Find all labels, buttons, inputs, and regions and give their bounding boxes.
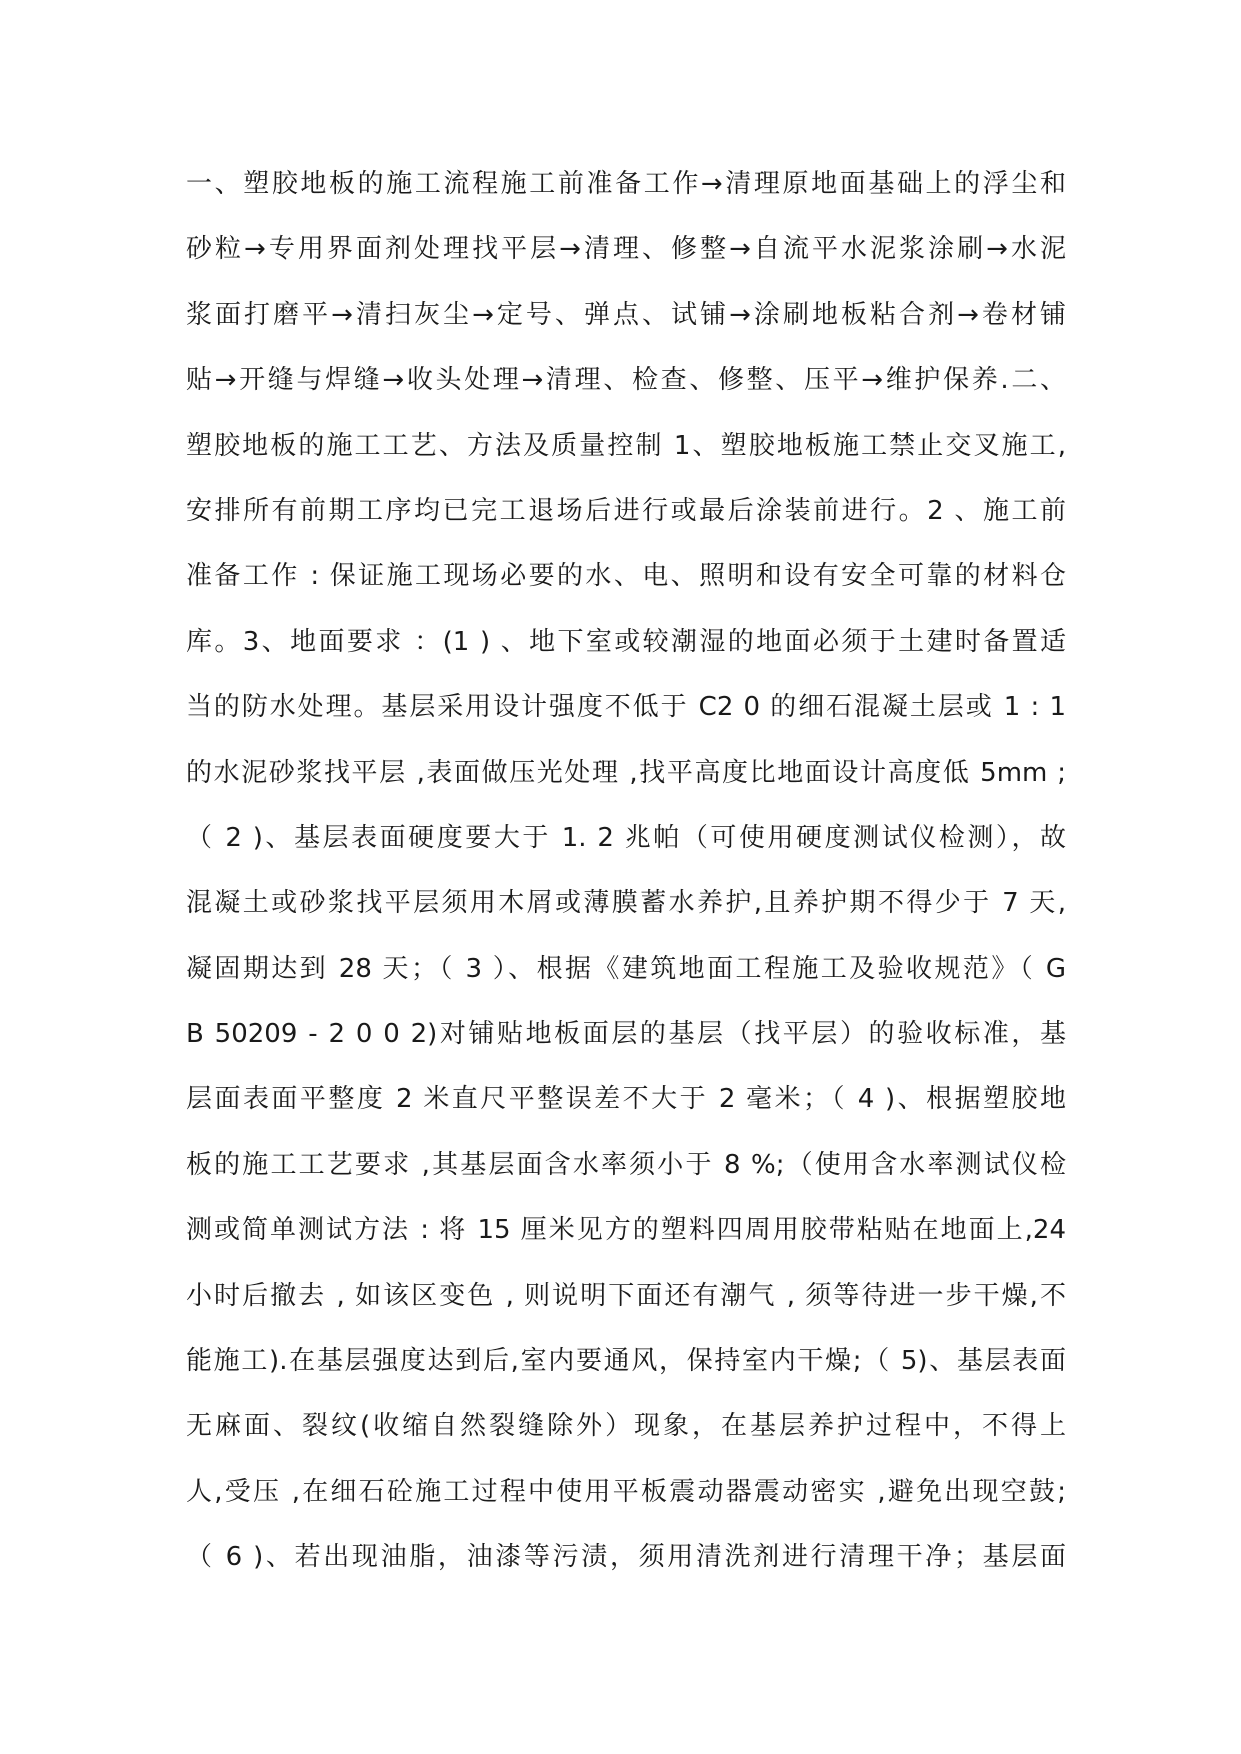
text-line: （ 2 )、基层表面硬度要大于 1. 2 兆帕（可使用硬度测试仪检测），故	[186, 822, 1066, 853]
text-line: 准备工作 : 保证施工现场必要的水、电、照明和设有安全可靠的材料仓	[186, 561, 1066, 592]
text-line: 一、塑胶地板的施工流程施工前准备工作→清理原地面基础上的浮尘和	[186, 169, 1066, 199]
text-line: （ 6 )、若出现油脂，油漆等污渍，须用清洗剂进行清理干净；基层面	[186, 1542, 1066, 1573]
text-line: 无麻面、裂纹(收缩自然裂缝除外）现象，在基层养护过程中，不得上	[186, 1411, 1066, 1442]
text-line: 库。3、地面要求 ：(1 ) 、地下室或较潮湿的地面必须于土建时备置适	[186, 626, 1066, 657]
text-line: 板的施工工艺要求 ,其基层面含水率须小于 8 %;（使用含水率测试仪检	[186, 1149, 1066, 1180]
text-line: 人,受压 ,在细石砼施工过程中使用平板震动器震动密实 ,避免出现空鼓;	[186, 1476, 1066, 1507]
text-line: 当的防水处理。基层采用设计强度不低于 C2 0 的细石混凝土层或 1 : 1	[186, 692, 1066, 723]
text-line: 层面表面平整度 2 米直尺平整误差不大于 2 毫米；（ 4 )、根据塑胶地	[186, 1084, 1066, 1115]
text-line: 塑胶地板的施工工艺、方法及质量控制 1、塑胶地板施工禁止交叉施工,	[186, 430, 1066, 461]
text-line: 测或简单测试方法 : 将 15 厘米见方的塑料四周用胶带粘贴在地面上,24	[186, 1215, 1066, 1246]
text-line: B 50209 - 2 0 0 2)对铺贴地板面层的基层（找平层）的验收标准，基	[186, 1019, 1066, 1050]
text-line: 小时后撤去 , 如该区变色 , 则说明下面还有潮气 , 须等待进一步干燥,不	[186, 1280, 1066, 1311]
text-line: 混凝土或砂浆找平层须用木屑或薄膜蓄水养护,且养护期不得少于 7 天,	[186, 888, 1066, 919]
document-body	[186, 164, 1066, 1603]
text-line: 贴→开缝与焊缝→收头处理→清理、检查、修整、压平→维护保养.二、	[186, 365, 1066, 396]
text-line: 的水泥砂浆找平层 ,表面做压光处理 ,找平高度比地面设计高度低 5mm ;	[186, 757, 1066, 788]
text-line: 砂粒→专用界面剂处理找平层→清理、修整→自流平水泥浆涂刷→水泥	[186, 234, 1066, 265]
text-line: 能施工).在基层强度达到后,室内要通风，保持室内干燥;（ 5)、基层表面	[186, 1346, 1066, 1377]
text-line: 浆面打磨平→清扫灰尘→定号、弹点、试铺→涂刷地板粘合剂→卷材铺	[186, 299, 1066, 330]
text-line: 安排所有前期工序均已完工退场后进行或最后涂装前进行。2 、施工前	[186, 495, 1066, 526]
text-line: 凝固期达到 28 天；（ 3 ）、根据《建筑地面工程施工及验收规范》（ G	[186, 953, 1066, 984]
